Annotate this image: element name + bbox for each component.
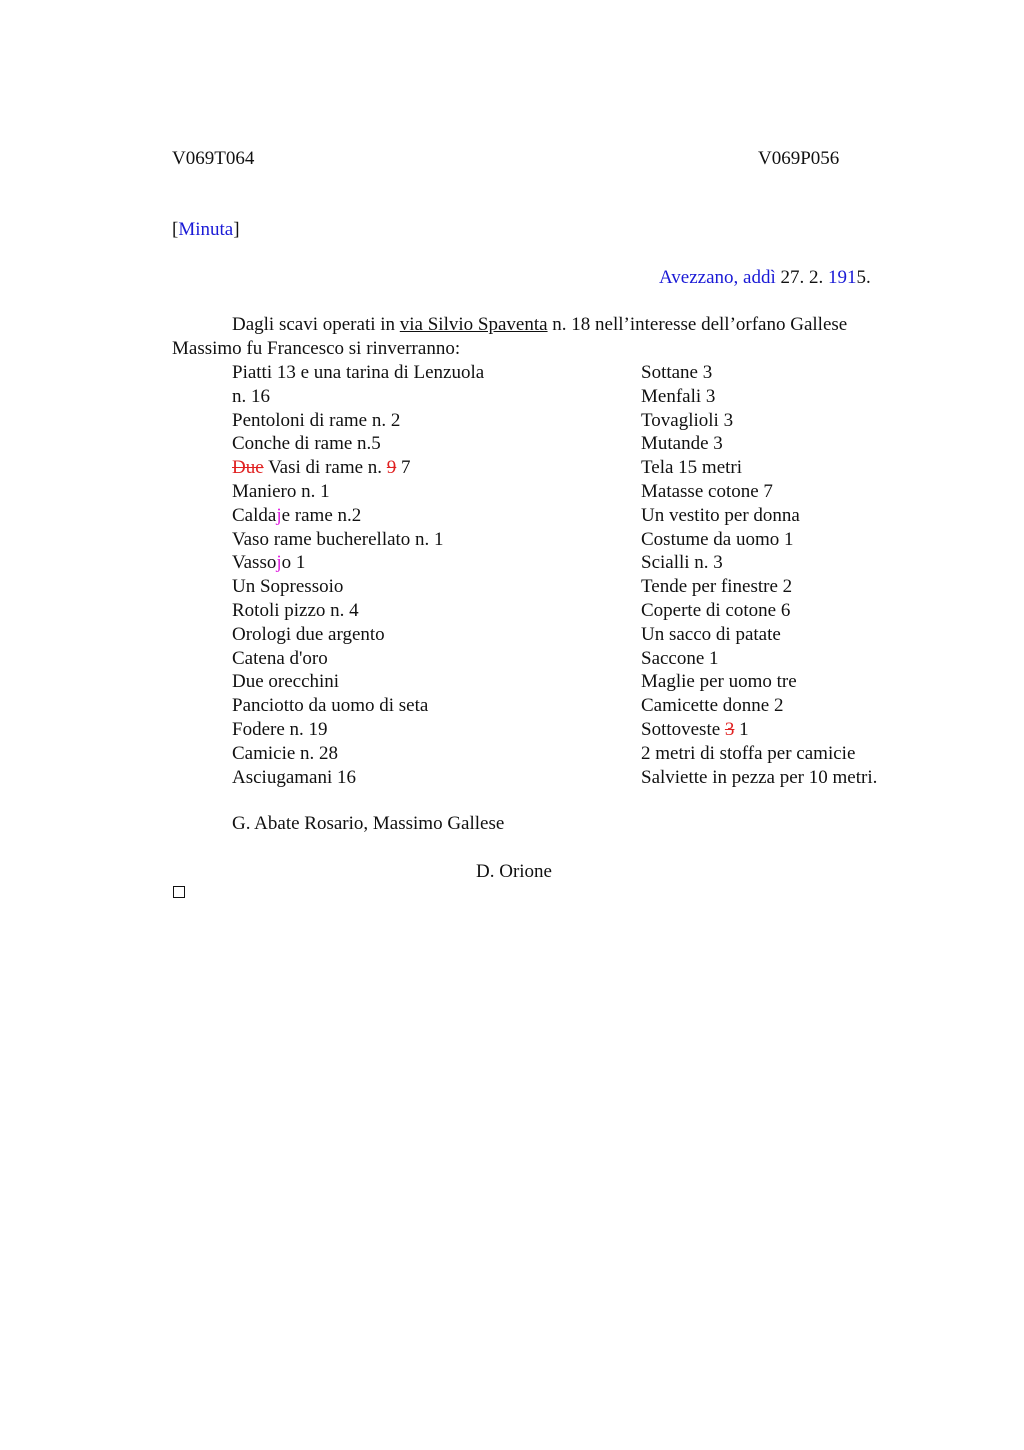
list-item-text: o 1: [281, 552, 306, 574]
list-item: [232, 456, 484, 480]
list-item: Pentoloni di rame n. 2: [232, 409, 401, 431]
list-item: Vaso rame bucherellato n. 1: [232, 528, 444, 550]
street-name: via Silvio Spaventa: [399, 314, 548, 335]
list-item-text: Calda: [232, 504, 277, 526]
list-item-text: Vasso: [232, 552, 277, 574]
list-item: Tovaglioli 3: [641, 409, 734, 431]
inventory-left-column: [232, 361, 484, 789]
bracket-close: ]: [233, 219, 240, 240]
date-day-month: 27. 2.: [775, 267, 829, 288]
deleted-number: 3: [724, 718, 735, 740]
list-item: [641, 718, 877, 742]
list-item: Asciugamani 16: [232, 766, 357, 788]
list-item: Panciotto da uomo di seta: [232, 695, 429, 717]
list-item: Piatti 13 e una tarina di Lenzuola: [232, 362, 485, 383]
list-item: Camicette donne 2: [641, 695, 784, 717]
date-place: Avezzano, addì: [659, 267, 776, 288]
list-item: Catena d'oro: [232, 647, 328, 669]
intro-after-street: n. 18 nell’interesse dell’orfano Gallese Massimo fu Francesco si rinverranno:: [172, 314, 852, 359]
list-item: Coperte di cotone 6: [641, 599, 791, 621]
date-year-prefix: 191: [828, 267, 857, 288]
deleted-word: Due: [232, 457, 264, 479]
list-item: n. 16: [232, 385, 270, 407]
list-item: [232, 504, 484, 528]
list-item: Saccone 1: [641, 647, 719, 669]
list-item: Matasse cotone 7: [641, 480, 773, 502]
list-item: Maglie per uomo tre: [641, 671, 797, 693]
list-item: 2 metri di stoffa per camicie: [641, 742, 856, 764]
deleted-number: 9: [386, 457, 397, 479]
inventory-right-column: [641, 361, 877, 789]
list-item: Tende per finestre 2: [641, 576, 793, 598]
signature: D. Orione: [476, 861, 552, 882]
corrected-letter: j: [276, 504, 282, 526]
list-item: Due orecchini: [232, 671, 340, 693]
list-item: Orologi due argento: [232, 623, 385, 645]
bracket-open: [: [172, 219, 179, 240]
list-item-text: 1: [734, 718, 749, 740]
intro-paragraph: [172, 313, 907, 361]
list-item: Scialli n. 3: [641, 552, 723, 574]
document-code-right: V069P056: [758, 148, 840, 169]
document-type-label: [172, 218, 240, 242]
intro-before-street: Dagli scavi operati in: [232, 314, 400, 335]
list-item: Conche di rame n.5: [232, 433, 381, 455]
date-year-suffix: 5.: [856, 267, 871, 288]
list-item: Salviette in pezza per 10 metri.: [641, 766, 878, 788]
corrected-letter: j: [276, 552, 282, 574]
list-item-text: e rame n.2: [281, 504, 362, 526]
list-item-text: Vasi di rame n.: [263, 457, 387, 479]
list-item: Maniero n. 1: [232, 480, 330, 502]
list-item: Menfali 3: [641, 385, 716, 407]
list-item: Un Sopressoio: [232, 576, 344, 598]
dateline: [659, 266, 871, 290]
end-marker-box: [173, 886, 185, 898]
list-item: Tela 15 metri: [641, 457, 743, 479]
witnesses-line: G. Abate Rosario, Massimo Gallese: [232, 813, 505, 834]
list-item: Costume da uomo 1: [641, 528, 794, 550]
list-item: Sottane 3: [641, 362, 713, 383]
list-item: Camicie n. 28: [232, 742, 339, 764]
list-item: Rotoli pizzo n. 4: [232, 599, 359, 621]
list-item: Fodere n. 19: [232, 718, 328, 740]
list-item: [232, 551, 484, 575]
list-item-text: 7: [396, 457, 411, 479]
list-item: Mutande 3: [641, 433, 723, 455]
list-item-text: Sottoveste: [641, 718, 725, 740]
document-code-left: V069T064: [172, 148, 255, 169]
list-item: Un vestito per donna: [641, 504, 800, 526]
minuta-label: Minuta: [178, 219, 234, 240]
list-item: Un sacco di patate: [641, 623, 781, 645]
